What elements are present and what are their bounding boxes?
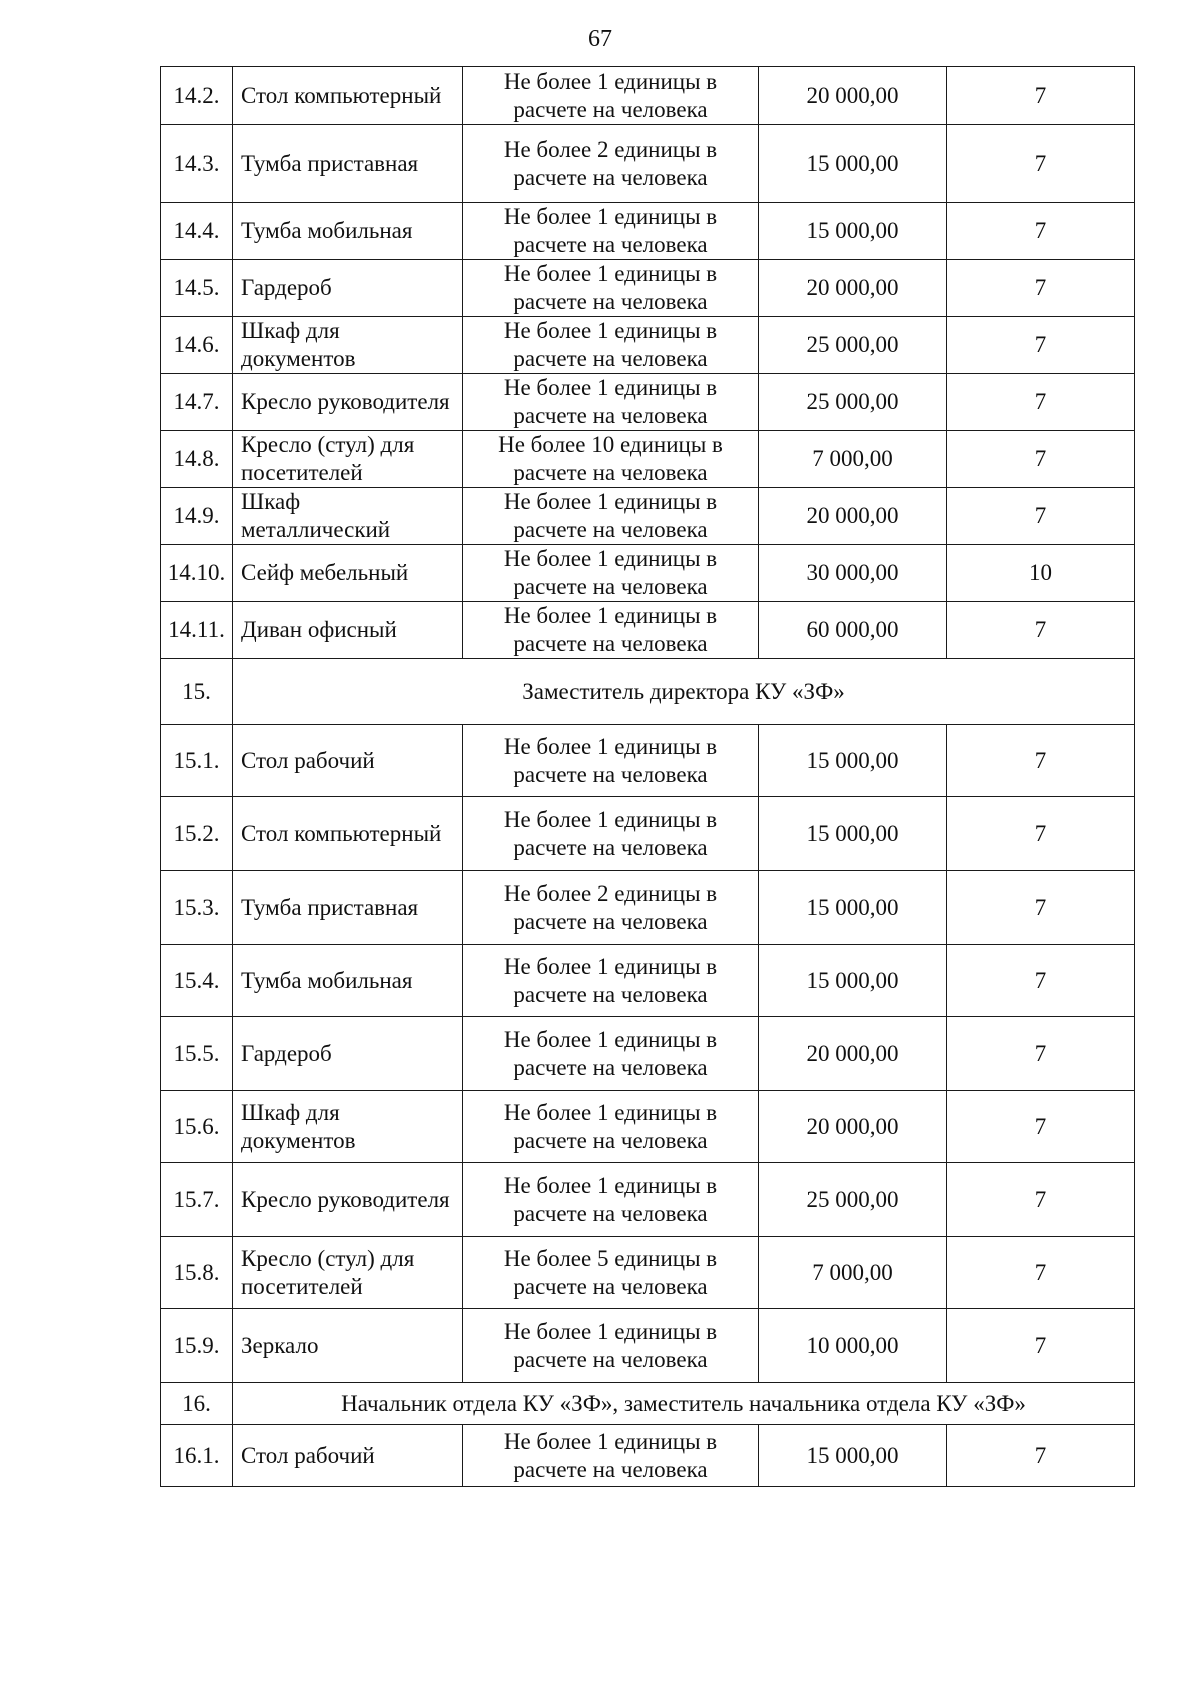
item-service-years: 7 — [947, 602, 1135, 659]
item-quantity-norm: Не более 2 единицы в расчете на человека — [463, 125, 759, 203]
item-number: 14.4. — [161, 203, 233, 260]
item-name: Шкаф металлический — [233, 488, 463, 545]
item-number: 14.7. — [161, 374, 233, 431]
item-name: Стол компьютерный — [233, 67, 463, 125]
item-service-years: 7 — [947, 1017, 1135, 1091]
item-service-years: 7 — [947, 945, 1135, 1017]
item-price: 15 000,00 — [759, 945, 947, 1017]
item-quantity-norm: Не более 1 единицы в расчете на человека — [463, 945, 759, 1017]
item-quantity-norm: Не более 1 единицы в расчете на человека — [463, 545, 759, 602]
item-price: 20 000,00 — [759, 1091, 947, 1163]
item-number: 14.8. — [161, 431, 233, 488]
item-quantity-norm: Не более 5 единицы в расчете на человека — [463, 1237, 759, 1309]
item-service-years: 7 — [947, 67, 1135, 125]
item-price: 15 000,00 — [759, 725, 947, 797]
item-number: 14.5. — [161, 260, 233, 317]
item-quantity-norm: Не более 1 единицы в расчете на человека — [463, 374, 759, 431]
table-row — [161, 203, 1135, 260]
item-price: 25 000,00 — [759, 317, 947, 374]
item-service-years: 7 — [947, 725, 1135, 797]
item-service-years: 7 — [947, 1237, 1135, 1309]
item-price: 20 000,00 — [759, 260, 947, 317]
item-name: Кресло руководителя — [233, 374, 463, 431]
item-price: 7 000,00 — [759, 431, 947, 488]
item-price: 10 000,00 — [759, 1309, 947, 1383]
item-service-years: 7 — [947, 797, 1135, 871]
item-price: 60 000,00 — [759, 602, 947, 659]
item-quantity-norm: Не более 1 единицы в расчете на человека — [463, 725, 759, 797]
item-price: 15 000,00 — [759, 125, 947, 203]
item-quantity-norm: Не более 1 единицы в расчете на человека — [463, 203, 759, 260]
item-number: 14.10. — [161, 545, 233, 602]
item-service-years: 7 — [947, 1091, 1135, 1163]
item-number: 14.11. — [161, 602, 233, 659]
item-number: 15.7. — [161, 1163, 233, 1237]
item-quantity-norm: Не более 1 единицы в расчете на человека — [463, 1017, 759, 1091]
item-name: Сейф мебельный — [233, 545, 463, 602]
item-quantity-norm: Не более 1 единицы в расчете на человека — [463, 317, 759, 374]
item-service-years: 7 — [947, 374, 1135, 431]
item-quantity-norm: Не более 1 единицы в расчете на человека — [463, 1309, 759, 1383]
item-price: 15 000,00 — [759, 1425, 947, 1487]
item-service-years: 7 — [947, 125, 1135, 203]
item-name: Шкаф для документов — [233, 1091, 463, 1163]
table-row — [161, 1425, 1135, 1487]
item-quantity-norm: Не более 1 единицы в расчете на человека — [463, 1091, 759, 1163]
item-service-years: 7 — [947, 488, 1135, 545]
item-name: Гардероб — [233, 260, 463, 317]
table-row — [161, 317, 1135, 374]
item-name: Кресло (стул) для посетителей — [233, 1237, 463, 1309]
table-row — [161, 374, 1135, 431]
item-service-years: 7 — [947, 317, 1135, 374]
item-quantity-norm: Не более 1 единицы в расчете на человека — [463, 1425, 759, 1487]
item-quantity-norm: Не более 10 единицы в расчете на человека — [463, 431, 759, 488]
table-row — [161, 545, 1135, 602]
item-name: Тумба мобильная — [233, 203, 463, 260]
item-quantity-norm: Не более 1 единицы в расчете на человека — [463, 1163, 759, 1237]
section-title: Заместитель директора КУ «ЗФ» — [233, 659, 1135, 725]
item-name: Кресло руководителя — [233, 1163, 463, 1237]
section-number: 15. — [161, 659, 233, 725]
item-price: 30 000,00 — [759, 545, 947, 602]
item-price: 20 000,00 — [759, 488, 947, 545]
section-number: 16. — [161, 1383, 233, 1425]
table-row — [161, 1017, 1135, 1091]
table-body — [161, 67, 1135, 1487]
item-name: Кресло (стул) для посетителей — [233, 431, 463, 488]
item-name: Стол рабочий — [233, 725, 463, 797]
item-number: 15.1. — [161, 725, 233, 797]
item-service-years: 7 — [947, 1309, 1135, 1383]
item-price: 15 000,00 — [759, 203, 947, 260]
item-service-years: 10 — [947, 545, 1135, 602]
item-number: 14.9. — [161, 488, 233, 545]
item-quantity-norm: Не более 2 единицы в расчете на человека — [463, 871, 759, 945]
item-name: Диван офисный — [233, 602, 463, 659]
item-number: 15.6. — [161, 1091, 233, 1163]
item-number: 15.2. — [161, 797, 233, 871]
table-row — [161, 67, 1135, 125]
item-name: Зеркало — [233, 1309, 463, 1383]
item-quantity-norm: Не более 1 единицы в расчете на человека — [463, 488, 759, 545]
item-name: Тумба приставная — [233, 871, 463, 945]
item-price: 20 000,00 — [759, 67, 947, 125]
table-row — [161, 945, 1135, 1017]
item-number: 14.3. — [161, 125, 233, 203]
table-row — [161, 602, 1135, 659]
page-number: 67 — [588, 26, 612, 52]
item-quantity-norm: Не более 1 единицы в расчете на человека — [463, 797, 759, 871]
item-price: 7 000,00 — [759, 1237, 947, 1309]
section-title: Начальник отдела КУ «ЗФ», заместитель начальника отдела КУ «ЗФ» — [233, 1383, 1135, 1425]
table-row — [161, 797, 1135, 871]
item-number: 14.6. — [161, 317, 233, 374]
table-row — [161, 125, 1135, 203]
item-name: Стол компьютерный — [233, 797, 463, 871]
item-name: Тумба приставная — [233, 125, 463, 203]
table-row — [161, 1237, 1135, 1309]
item-service-years: 7 — [947, 1425, 1135, 1487]
item-number: 15.8. — [161, 1237, 233, 1309]
item-quantity-norm: Не более 1 единицы в расчете на человека — [463, 260, 759, 317]
section-header-row — [161, 1383, 1135, 1425]
item-price: 25 000,00 — [759, 1163, 947, 1237]
item-quantity-norm: Не более 1 единицы в расчете на человека — [463, 602, 759, 659]
item-price: 15 000,00 — [759, 797, 947, 871]
item-number: 15.3. — [161, 871, 233, 945]
section-header-row — [161, 659, 1135, 725]
item-service-years: 7 — [947, 260, 1135, 317]
table-row — [161, 1163, 1135, 1237]
item-price: 25 000,00 — [759, 374, 947, 431]
item-number: 15.4. — [161, 945, 233, 1017]
item-number: 15.5. — [161, 1017, 233, 1091]
item-service-years: 7 — [947, 1163, 1135, 1237]
table-row — [161, 871, 1135, 945]
table-row — [161, 1309, 1135, 1383]
item-service-years: 7 — [947, 431, 1135, 488]
item-name: Тумба мобильная — [233, 945, 463, 1017]
table-row — [161, 431, 1135, 488]
item-quantity-norm: Не более 1 единицы в расчете на человека — [463, 67, 759, 125]
table-row — [161, 725, 1135, 797]
item-number: 16.1. — [161, 1425, 233, 1487]
item-price: 20 000,00 — [759, 1017, 947, 1091]
item-number: 15.9. — [161, 1309, 233, 1383]
table-row — [161, 488, 1135, 545]
item-name: Стол рабочий — [233, 1425, 463, 1487]
item-price: 15 000,00 — [759, 871, 947, 945]
item-service-years: 7 — [947, 871, 1135, 945]
item-name: Гардероб — [233, 1017, 463, 1091]
item-service-years: 7 — [947, 203, 1135, 260]
table-row — [161, 1091, 1135, 1163]
table-row — [161, 260, 1135, 317]
furniture-norms-table — [160, 66, 1135, 1487]
item-number: 14.2. — [161, 67, 233, 125]
item-name: Шкаф для документов — [233, 317, 463, 374]
